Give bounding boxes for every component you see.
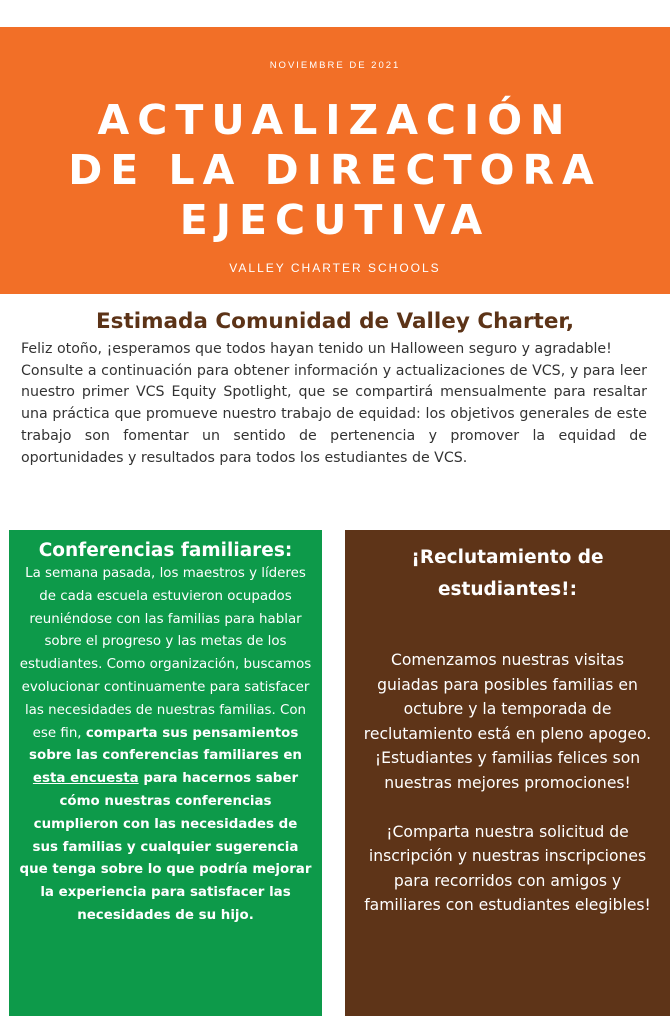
intro-paragraph-2: Consulte a continuación para obtener información y actualizaciones de VCS, y para leer nuestro primer VCS Equity Spotlight, que se compartirá mensualmente para resaltar una práctica que promueve nuestro trabajo de equidad: los objetivos generales de este trabajo son fomentar un sentido de pertenencia y promover la equidad de oportunidades y resultados para todos los estudiantes de VCS. — [21, 362, 647, 466]
conferences-panel — [9, 530, 322, 1016]
intro-paragraph-1: Feliz otoño, ¡esperamos que todos hayan tenido un Halloween seguro y agradable! — [21, 341, 612, 357]
recruitment-paragraph-2: ¡Comparta nuestra solicitud de inscripción y nuestras inscripciones para recorridos con amigos y familiares con estudiantes elegibles! — [364, 822, 651, 915]
conferences-text: La semana pasada, los maestros y líderes de cada escuela estuvieron ocupados reuniéndose con las familias para hablar sobre el progreso y las metas de los estudiantes. Como organización, buscamos evolucionar continuamente para satisfacer las necesidades de nuestras familias. Con ese fin, — [19, 566, 312, 741]
header-banner — [0, 27, 670, 294]
conferences-heading: Conferencias familiares: — [38, 540, 293, 561]
recruitment-body — [345, 648, 670, 918]
newsletter-date: NOVIEMBRE DE 2021 — [269, 60, 401, 71]
survey-link[interactable]: esta encuesta — [32, 771, 139, 787]
greeting-heading: Estimada Comunidad de Valley Charter, — [95, 309, 575, 334]
organization-name: VALLEY CHARTER SCHOOLS — [229, 261, 441, 275]
recruitment-heading: ¡Reclutamiento de estudiantes!: — [411, 547, 604, 600]
recruitment-paragraph-1: Comenzamos nuestras visitas guiadas para posibles familias en octubre y la temporada de reclutamiento está en pleno apogeo. ¡Estudiantes y familias felices son nuestras mejores promociones! — [363, 651, 652, 792]
newsletter-title: ACTUALIZACIÓN DE LA DIRECTORA EJECUTIVA — [68, 96, 602, 244]
conferences-cta-text-2: para hacernos saber cómo nuestras conferencias cumplieron con las necesidades de sus familias y cualquier sugerencia que tenga sobre lo que podría mejorar la experiencia para satisfacer las necesidades de su hijo. — [19, 771, 312, 923]
conferences-body — [9, 563, 322, 928]
intro-text — [21, 339, 647, 469]
recruitment-panel — [345, 530, 670, 1016]
conferences-cta-text: comparta sus pensamientos sobre las conferencias familiares en — [29, 725, 302, 764]
